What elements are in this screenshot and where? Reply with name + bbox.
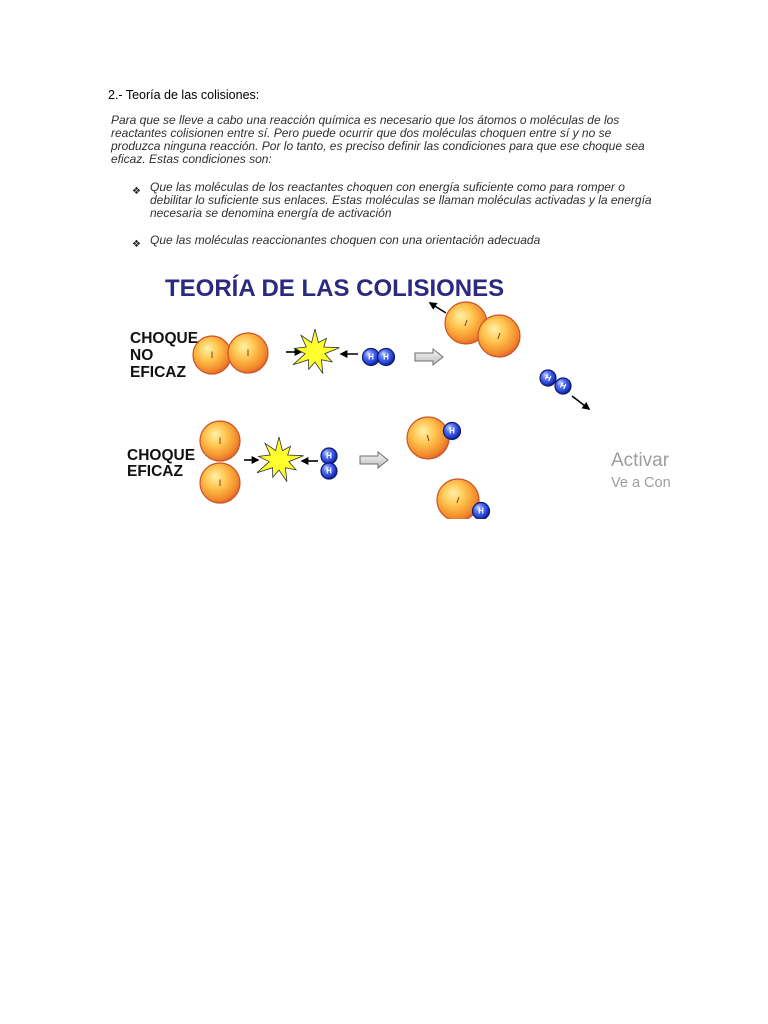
iodine-symbol: I bbox=[246, 348, 250, 358]
ineffective-collision-label: CHOQUE bbox=[130, 330, 199, 347]
iodine-symbol: I bbox=[210, 350, 214, 360]
iodine-atom bbox=[200, 421, 240, 461]
hydrogen-symbol: H bbox=[326, 466, 332, 476]
iodine-symbol: I bbox=[218, 478, 222, 488]
collision-burst-icon bbox=[293, 329, 339, 374]
diamond-bullet-icon bbox=[132, 234, 144, 247]
hydrogen-symbol: H bbox=[543, 372, 553, 384]
hydrogen-atom bbox=[540, 370, 556, 386]
intro-line: eficaz. Estas condiciones son: bbox=[111, 152, 272, 166]
hydrogen-atom bbox=[378, 349, 395, 366]
condition-item-orientation bbox=[150, 234, 540, 247]
collision-diagram bbox=[110, 262, 672, 519]
iodine-symbol: I bbox=[425, 432, 431, 444]
iodine-atom bbox=[478, 315, 520, 357]
condition-line: Que las moléculas reaccionantes choquen con una orientación adecuada bbox=[150, 233, 541, 247]
hydrogen-symbol: H bbox=[383, 352, 389, 362]
hydrogen-atom bbox=[321, 448, 337, 464]
iodine-atom bbox=[407, 417, 449, 459]
ineffective-collision-label: EFICAZ bbox=[130, 364, 186, 381]
condition-item-energy bbox=[150, 181, 652, 220]
effective-collision-label: EFICAZ bbox=[127, 463, 183, 480]
collision-burst-icon bbox=[257, 437, 303, 482]
intro-paragraph bbox=[111, 114, 645, 166]
arrow-down-right-icon bbox=[572, 396, 589, 409]
hydrogen-symbol: H bbox=[326, 451, 332, 461]
iodine-symbol: I bbox=[463, 317, 469, 329]
hydrogen-atom bbox=[555, 378, 571, 394]
iodine-atom bbox=[193, 336, 231, 374]
iodine-symbol: I bbox=[455, 494, 461, 506]
intro-line: produzca ninguna reacción. Por lo tanto, es preciso definir las condiciones para que ese choque sea bbox=[111, 139, 645, 153]
hydrogen-atom bbox=[444, 423, 461, 440]
activation-watermark-line: Activar bbox=[611, 450, 670, 471]
ineffective-collision-label: NO bbox=[130, 347, 154, 364]
hydrogen-atom bbox=[321, 463, 337, 479]
activation-watermark-line: Ve a Con bbox=[611, 475, 671, 491]
hydrogen-symbol: H bbox=[449, 426, 455, 436]
condition-line: necesaria se denomina energía de activación bbox=[150, 206, 392, 220]
hydrogen-symbol: H bbox=[478, 506, 484, 516]
iodine-atom bbox=[200, 463, 240, 503]
diamond-bullet-icon bbox=[132, 181, 144, 194]
hydrogen-symbol: H bbox=[558, 380, 568, 392]
iodine-atom bbox=[228, 333, 268, 373]
arrow-up-left-icon bbox=[430, 303, 446, 313]
effective-collision-label: CHOQUE bbox=[127, 447, 196, 464]
intro-line: reactantes colisionen entre sí. Pero puede ocurrir que dos moléculas choquen entre sí y no se bbox=[111, 126, 612, 140]
hollow-arrow-icon bbox=[415, 349, 443, 365]
diagram-title: TEORÍA DE LAS COLISIONES bbox=[165, 275, 505, 302]
hollow-arrow-icon bbox=[360, 452, 388, 468]
condition-line: Que las moléculas de los reactantes choquen con energía suficiente como para romper o bbox=[150, 180, 625, 194]
collision-diagram-graphic bbox=[110, 262, 672, 519]
iodine-symbol: I bbox=[496, 330, 502, 342]
iodine-symbol: I bbox=[218, 436, 222, 446]
hydrogen-atom bbox=[473, 503, 490, 520]
intro-line: Para que se lleve a cabo una reacción química es necesario que los átomos o moléculas de los bbox=[111, 113, 620, 127]
condition-line: debilitar lo suficiente sus enlaces. Estas moléculas se llaman moléculas activadas y la energía bbox=[150, 193, 652, 207]
hydrogen-symbol: H bbox=[368, 352, 374, 362]
section-heading: 2.- Teoría de las colisiones: bbox=[108, 88, 260, 102]
